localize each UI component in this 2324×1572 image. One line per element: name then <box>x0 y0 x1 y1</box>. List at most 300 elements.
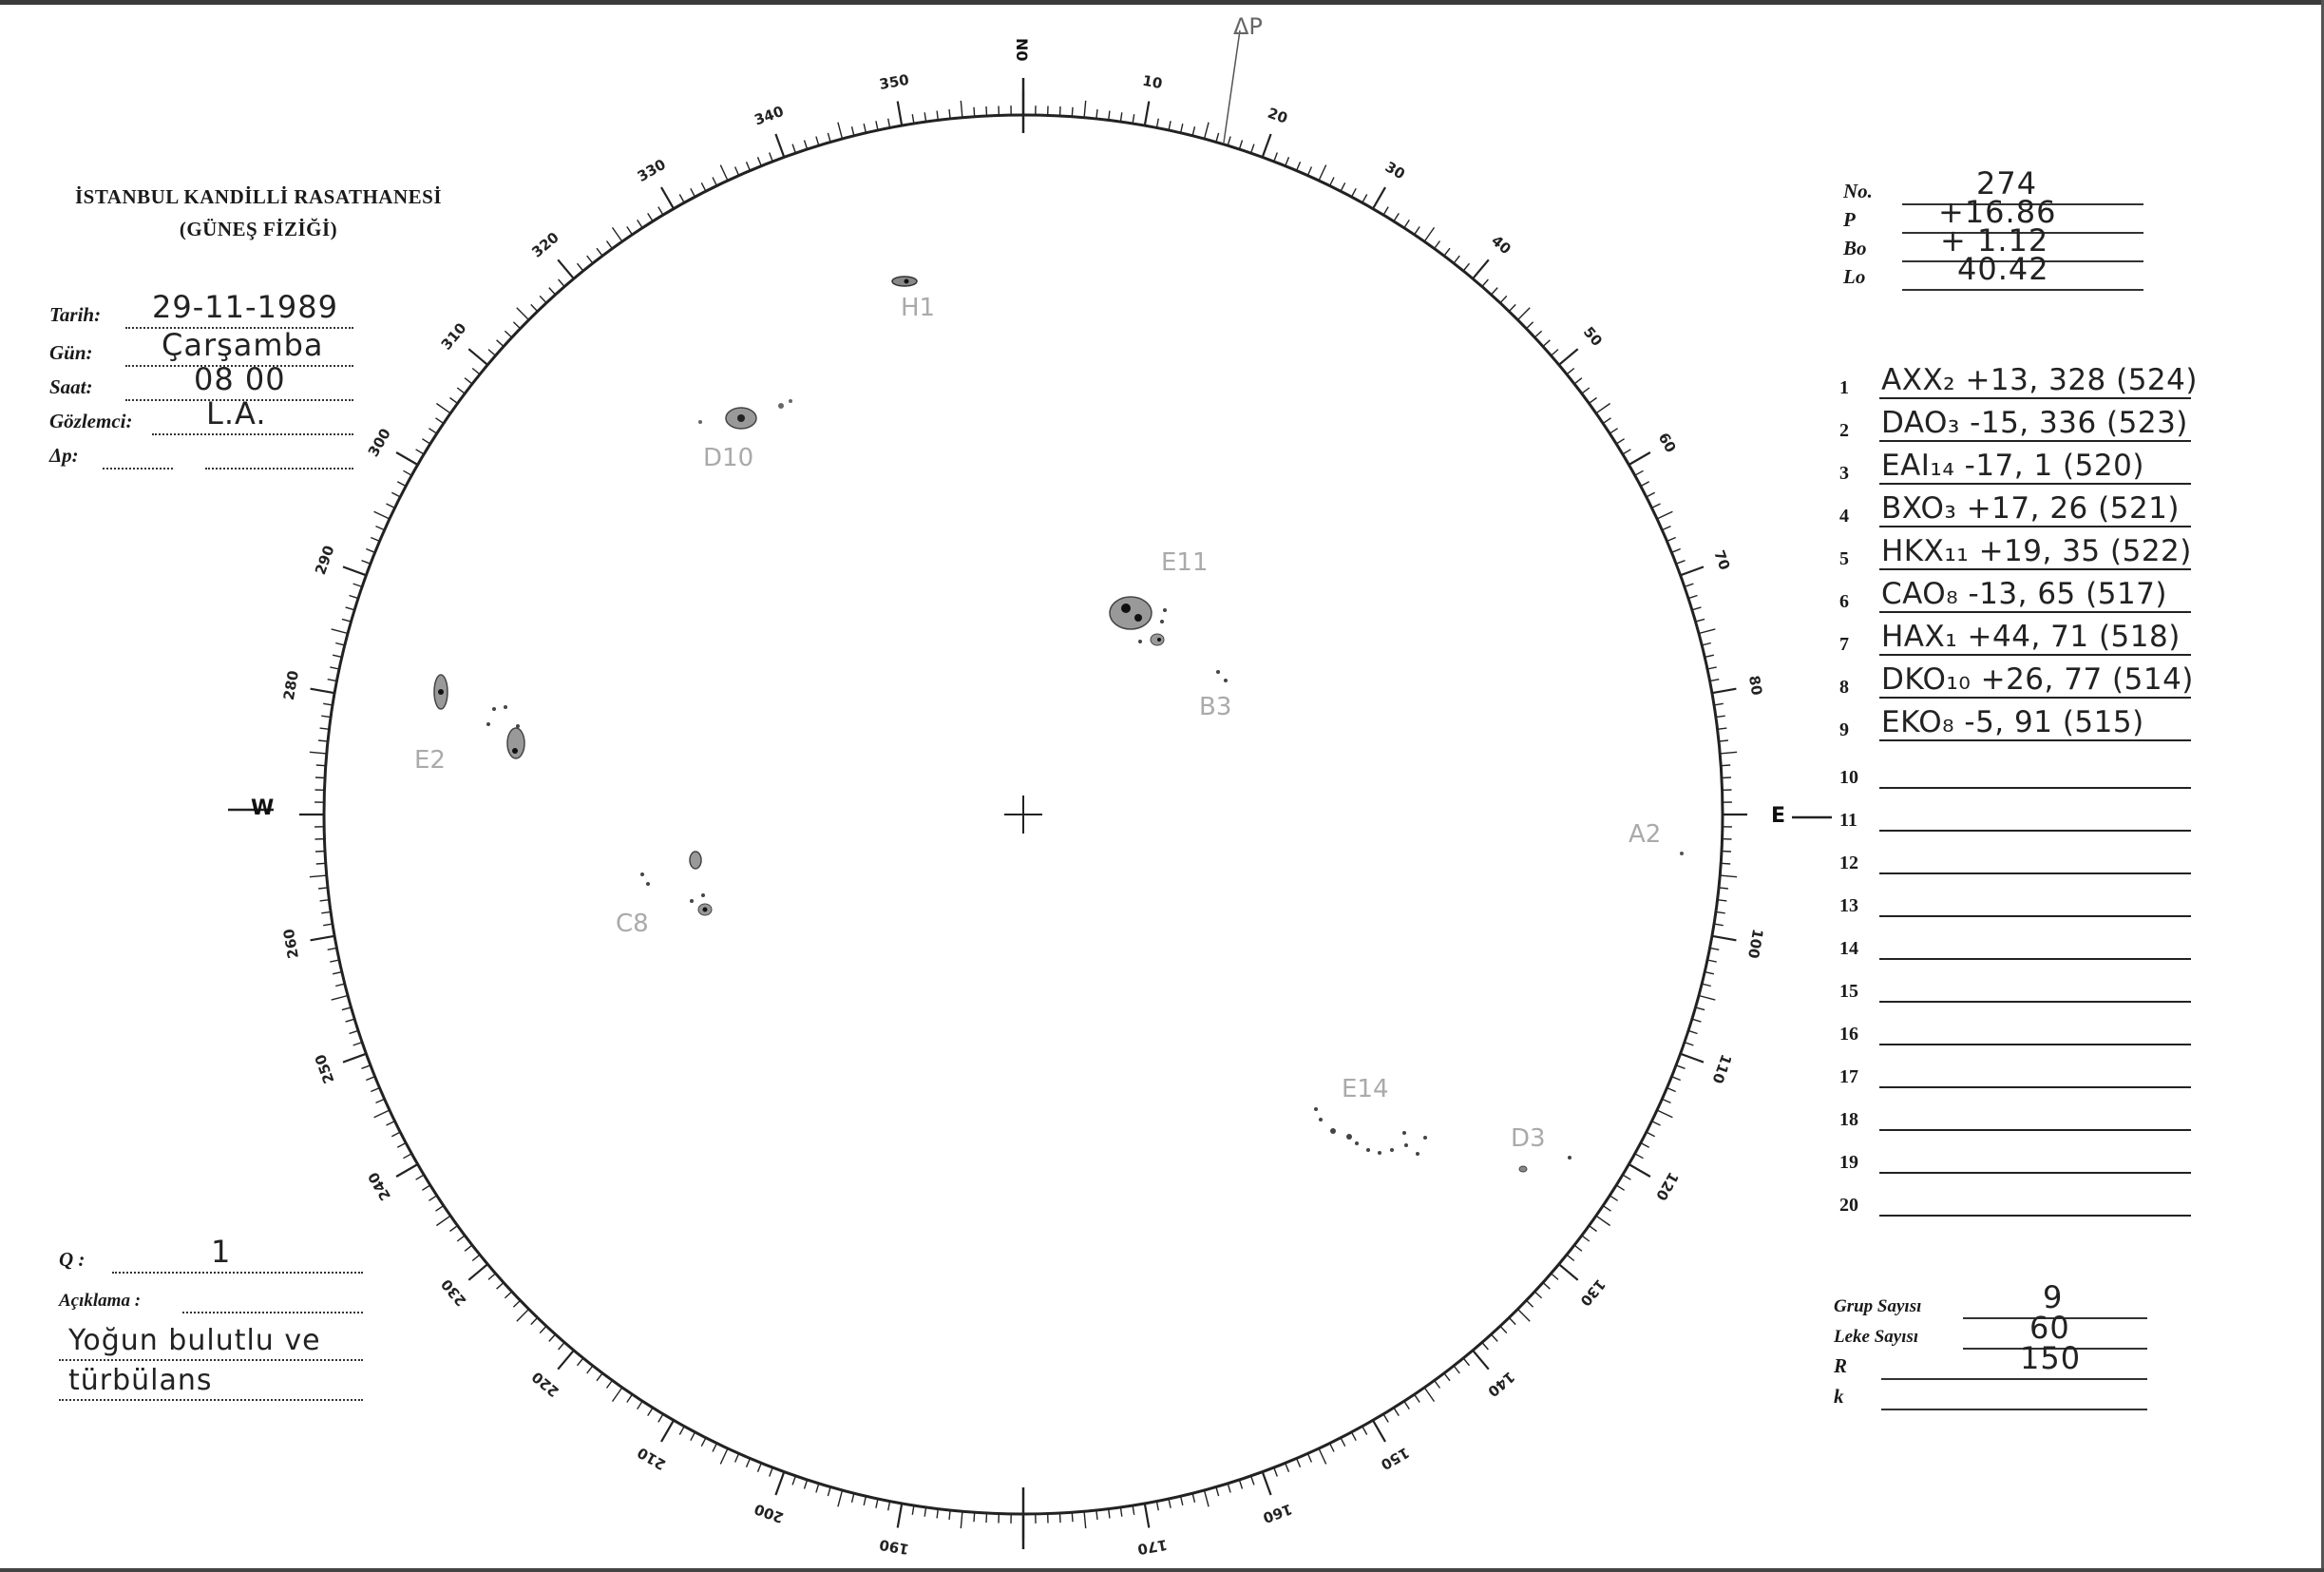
scale-tick <box>1394 213 1399 220</box>
scale-tick <box>1629 452 1650 465</box>
north-label: N0 <box>1013 38 1031 62</box>
scale-tick <box>1681 1054 1704 1063</box>
scale-tick <box>465 1245 472 1251</box>
p-value: +16.86 <box>1938 194 2057 230</box>
scale-tick <box>1454 256 1459 263</box>
scale-tick <box>1596 1216 1610 1225</box>
scale-tick <box>396 452 418 465</box>
scale-tick <box>1274 153 1278 162</box>
group-number: 3 <box>1839 463 1849 484</box>
scale-tick <box>343 1054 366 1063</box>
scale-tick <box>701 1438 706 1447</box>
scale-tick <box>805 1480 808 1489</box>
group-number: 1 <box>1839 377 1849 398</box>
scale-tick <box>436 418 444 424</box>
group-number: 6 <box>1839 591 1849 612</box>
scale-tick <box>1623 1175 1631 1179</box>
group-number: 19 <box>1839 1152 1858 1173</box>
scale-tick <box>376 1099 385 1102</box>
scale-label: 30 <box>1381 158 1408 183</box>
scale-tick <box>1676 561 1685 565</box>
scale-tick <box>1616 439 1624 444</box>
scale-label: 300 <box>364 425 394 460</box>
group-value: BXO₃ +17, 26 (521) <box>1881 491 2180 526</box>
scale-tick <box>1145 102 1150 126</box>
scale-label: 220 <box>528 1368 562 1401</box>
group-number: 11 <box>1839 810 1857 831</box>
scale-tick <box>1205 1490 1210 1506</box>
scale-tick <box>1307 1453 1311 1462</box>
dp-label: Δp: <box>49 444 79 467</box>
scale-tick <box>1574 1245 1582 1251</box>
scale-tick <box>436 1206 444 1212</box>
scale-tick <box>986 106 987 116</box>
scale-tick <box>986 1513 987 1523</box>
scale-tick <box>468 1264 487 1280</box>
scale-tick <box>792 1476 795 1486</box>
scale-tick <box>1383 1414 1388 1423</box>
scale-tick <box>318 888 328 889</box>
scale-tick <box>505 331 511 337</box>
scale-tick <box>898 1504 903 1528</box>
scale-tick <box>311 689 335 694</box>
scale-label: 80 <box>1744 674 1766 697</box>
scale-tick <box>1463 263 1469 271</box>
scale-tick <box>1662 527 1670 530</box>
scale-tick <box>1263 134 1271 157</box>
label-a2: A2 <box>1629 820 1662 849</box>
scale-tick <box>1657 1110 1672 1118</box>
scale-tick <box>701 182 706 191</box>
scale-tick <box>838 123 843 139</box>
scale-tick <box>1404 220 1409 227</box>
scale-tick <box>391 492 400 497</box>
scale-tick <box>578 263 583 271</box>
group-value: AXX₂ +13, 328 (524) <box>1881 363 2198 397</box>
scale-tick <box>1720 875 1737 877</box>
scale-tick <box>549 288 556 295</box>
scale-tick <box>1603 1206 1610 1212</box>
k-label: k <box>1834 1385 1844 1408</box>
group-number: 13 <box>1839 895 1858 916</box>
scale-label: 310 <box>437 319 470 354</box>
grup-sayisi-label: Grup Sayısı <box>1834 1296 1922 1316</box>
tarih-label: Tarih: <box>49 303 102 326</box>
lo-value: 40.42 <box>1957 251 2049 287</box>
scale-label: 250 <box>311 1051 338 1086</box>
aciklama-label: Açıklama : <box>59 1291 142 1311</box>
group-value: EKO₈ -5, 91 (515) <box>1881 705 2144 739</box>
group-number: 10 <box>1839 767 1858 788</box>
scale-tick <box>1688 1030 1698 1033</box>
scale-tick <box>1307 167 1311 176</box>
scale-label: 50 <box>1579 323 1606 350</box>
scale-tick <box>747 1459 751 1467</box>
scale-tick <box>468 349 487 365</box>
scale-label: 240 <box>364 1169 394 1204</box>
scale-tick <box>549 1334 556 1341</box>
scale-tick <box>328 680 337 681</box>
grup-sayisi-value: 9 <box>2043 1279 2064 1315</box>
scale-tick <box>1710 680 1720 681</box>
scale-tick <box>362 1065 371 1069</box>
scale-tick <box>1603 418 1610 424</box>
scale-tick <box>310 752 327 754</box>
scale-label: 170 <box>1135 1536 1169 1559</box>
scale-tick <box>1145 1504 1150 1528</box>
scale-tick <box>1251 1476 1254 1486</box>
scale-tick <box>627 1394 633 1402</box>
scale-tick <box>1720 752 1737 754</box>
label-e2: E2 <box>414 746 446 775</box>
scale-tick <box>1084 1511 1086 1528</box>
scale-tick <box>1534 331 1541 337</box>
group-value: DKO₁₀ +26, 77 (514) <box>1881 662 2194 697</box>
scale-tick <box>1712 936 1737 941</box>
scale-tick <box>559 279 565 287</box>
scale-label: 350 <box>878 70 911 93</box>
scale-tick <box>775 1472 784 1495</box>
scale-tick <box>1263 1472 1271 1495</box>
scale-label: 210 <box>634 1444 669 1474</box>
scale-tick <box>488 1274 496 1280</box>
scale-tick <box>1341 182 1345 191</box>
scale-tick <box>961 1511 962 1528</box>
scale-tick <box>1719 888 1728 889</box>
scale-label: 10 <box>1141 71 1164 93</box>
scale-tick <box>1552 350 1559 356</box>
scale-tick <box>1699 996 1715 1001</box>
scale-tick <box>638 220 642 227</box>
scale-tick <box>720 1448 728 1464</box>
scale-label: 110 <box>1708 1051 1736 1086</box>
scale-label: 290 <box>311 543 338 578</box>
scale-label: 340 <box>752 102 787 129</box>
scale-tick <box>775 134 784 157</box>
scale-label: 160 <box>1260 1500 1295 1527</box>
scale-tick <box>1722 852 1731 853</box>
scale-label: 190 <box>878 1536 911 1559</box>
scale-tick <box>961 101 962 118</box>
scale-tick <box>1688 596 1698 599</box>
scale-label: 40 <box>1488 232 1514 259</box>
sunspot-group-b3 <box>1216 670 1228 682</box>
group-number: 9 <box>1839 719 1849 740</box>
scale-tick <box>1610 1196 1617 1200</box>
scale-tick <box>353 1043 363 1045</box>
scale-tick <box>1696 619 1705 622</box>
gun-label: Gün: <box>49 341 93 364</box>
scale-tick <box>1216 1487 1219 1497</box>
no-value: 274 <box>1976 165 2038 201</box>
scale-tick <box>1482 1343 1489 1351</box>
scale-tick <box>627 227 633 235</box>
scale-label: 200 <box>752 1500 787 1527</box>
scale-tick <box>1341 1438 1345 1447</box>
scale-tick <box>318 740 328 741</box>
scale-tick <box>1274 1467 1278 1476</box>
sunspot-group-d10 <box>698 399 792 429</box>
group-number: 16 <box>1839 1024 1858 1045</box>
scale-tick <box>374 1110 390 1118</box>
scale-tick <box>1685 1043 1694 1045</box>
scale-tick <box>1685 584 1694 586</box>
scale-tick <box>1096 109 1097 119</box>
scale-tick <box>735 167 739 176</box>
scale-tick <box>1719 740 1728 741</box>
scale-tick <box>1319 1448 1326 1464</box>
scale-tick <box>429 1196 436 1200</box>
no-label: No. <box>1843 180 1873 202</box>
group-number: 14 <box>1839 938 1858 959</box>
scale-tick <box>371 1088 379 1092</box>
scale-tick <box>416 450 425 454</box>
scale-tick <box>1424 227 1434 241</box>
scale-tick <box>828 133 830 143</box>
p-label: P <box>1843 208 1856 231</box>
scale-tick <box>658 207 663 216</box>
r-label: R <box>1834 1354 1848 1377</box>
scale-tick <box>315 852 325 853</box>
sunspot-group-h1 <box>892 277 917 286</box>
scale-tick <box>371 538 379 542</box>
scale-tick <box>1559 1264 1578 1280</box>
scale-tick <box>558 259 574 278</box>
group-number: 17 <box>1839 1066 1858 1087</box>
scale-tick <box>1623 450 1631 454</box>
scale-label: 140 <box>1484 1368 1518 1401</box>
scale-label: 100 <box>1744 927 1767 960</box>
label-c8: C8 <box>616 910 649 938</box>
scale-tick <box>374 511 390 519</box>
scale-tick <box>1383 207 1388 216</box>
scale-label: 60 <box>1654 430 1680 456</box>
scale-tick <box>353 584 363 586</box>
scale-tick <box>1251 144 1254 154</box>
east-label: E <box>1771 804 1786 828</box>
scale-tick <box>1297 1459 1301 1467</box>
scale-tick <box>488 350 496 356</box>
scale-tick <box>1060 106 1061 116</box>
label-d3: D3 <box>1511 1124 1546 1153</box>
label-h1: H1 <box>901 294 936 322</box>
scale-tick <box>1492 288 1498 295</box>
label-e14: E14 <box>1342 1075 1389 1103</box>
scale-tick <box>1629 1164 1650 1177</box>
scale-tick <box>332 629 348 634</box>
bo-value: + 1.12 <box>1940 222 2049 259</box>
scale-tick <box>1216 133 1219 143</box>
scale-tick <box>422 439 429 444</box>
scale-tick <box>1454 1366 1459 1373</box>
scale-tick <box>310 875 327 877</box>
scale-tick <box>792 144 795 154</box>
scale-tick <box>747 162 751 170</box>
scale-tick <box>315 777 325 778</box>
group-number: 18 <box>1839 1109 1858 1130</box>
sunspot-group-d3 <box>1519 1156 1572 1172</box>
scale-tick <box>1610 429 1617 433</box>
group-number: 2 <box>1839 420 1849 441</box>
scale-tick <box>376 527 385 530</box>
scale-tick <box>898 102 903 126</box>
scale-tick <box>1373 1420 1385 1442</box>
group-value: DAO₃ -15, 336 (523) <box>1881 406 2188 440</box>
scale-tick <box>648 1408 653 1415</box>
scale-tick <box>770 1467 773 1476</box>
dp-marker-line <box>1224 30 1240 143</box>
scale-tick <box>350 596 359 599</box>
scale-tick <box>416 1175 425 1179</box>
scale-tick <box>1297 162 1301 170</box>
scale-tick <box>1394 1408 1399 1415</box>
scale-tick <box>429 429 436 433</box>
q-value: 1 <box>211 1234 232 1270</box>
scale-tick <box>1596 404 1610 413</box>
scale-tick <box>613 1388 622 1402</box>
group-number: 12 <box>1839 853 1858 873</box>
scale-tick <box>1647 1132 1655 1137</box>
scale-tick <box>1424 1388 1434 1402</box>
scale-tick <box>1699 629 1715 634</box>
group-labels <box>414 294 1661 1153</box>
scale-tick <box>1517 308 1530 320</box>
leke-sayisi-label: Leke Sayısı <box>1834 1327 1919 1347</box>
scale-tick <box>559 1343 565 1351</box>
scale-tick <box>1482 279 1489 287</box>
scale-tick <box>362 561 371 565</box>
scale-tick <box>838 1490 843 1506</box>
scale-tick <box>1239 141 1242 150</box>
scale-tick <box>472 369 480 374</box>
scale-tick <box>1722 777 1731 778</box>
scale-tick <box>391 1132 400 1137</box>
scale-tick <box>613 227 622 241</box>
scale-tick <box>465 378 472 384</box>
scale-tick <box>328 948 337 949</box>
scale-tick <box>1415 227 1420 235</box>
label-e11: E11 <box>1161 548 1209 577</box>
scale-tick <box>1319 165 1326 181</box>
scale-tick <box>1473 1351 1489 1370</box>
scale-tick <box>540 1326 546 1332</box>
dp-marker-label: ΔP <box>1233 13 1263 40</box>
scale-tick <box>497 1283 504 1290</box>
group-value: HKX₁₁ +19, 35 (522) <box>1881 534 2192 568</box>
bo-label: Bo <box>1843 237 1867 259</box>
scale-tick <box>1473 259 1489 278</box>
scale-tick <box>472 1255 480 1260</box>
scale-label: 320 <box>528 228 562 261</box>
scale-tick <box>661 1420 674 1442</box>
scale-label: 130 <box>1576 1275 1610 1310</box>
aciklama-text-2: türbülans <box>68 1364 213 1397</box>
scale-label: 70 <box>1710 547 1734 573</box>
r-value: 150 <box>2020 1340 2082 1376</box>
scale-tick <box>343 566 366 575</box>
group-value: EAI₁₄ -17, 1 (520) <box>1881 449 2144 483</box>
scale-tick <box>1662 1099 1670 1102</box>
gun-value: Çarşamba <box>162 327 324 363</box>
group-number: 7 <box>1839 634 1849 655</box>
scale-tick <box>735 1453 739 1462</box>
sunspot-group-c8 <box>640 852 712 915</box>
sunspot-group-a2 <box>1680 852 1684 855</box>
scale-tick <box>558 1351 574 1370</box>
group-number: 8 <box>1839 677 1849 698</box>
gozlemci-label: Gözlemci: <box>49 410 133 432</box>
scale-tick <box>1559 349 1578 365</box>
scale-tick <box>311 936 335 941</box>
tarih-value: 29-11-1989 <box>152 289 338 325</box>
scale-tick <box>1463 1358 1469 1366</box>
gozlemci-value: L.A. <box>206 395 267 431</box>
group-value: HAX₁ +44, 71 (518) <box>1881 620 2181 654</box>
sunspot-group-e11 <box>1110 597 1167 645</box>
scale-tick <box>1500 1326 1507 1332</box>
scale-tick <box>1667 1088 1676 1092</box>
scale-label: 260 <box>279 927 302 960</box>
scale-tick <box>1647 492 1655 497</box>
scale-tick <box>1205 123 1210 139</box>
scale-tick <box>1543 1283 1550 1290</box>
scale-tick <box>1710 948 1720 949</box>
label-b3: B3 <box>1199 693 1232 721</box>
scale-tick <box>436 1216 450 1225</box>
scale-tick <box>1156 119 1158 128</box>
scale-tick <box>1500 296 1507 302</box>
scale-tick <box>436 404 450 413</box>
scale-tick <box>1696 1007 1705 1010</box>
scale-label: 20 <box>1265 104 1290 127</box>
scale-tick <box>1574 378 1582 384</box>
scale-tick <box>517 1309 529 1321</box>
scale-tick <box>1096 1510 1097 1520</box>
scale-tick <box>949 1510 950 1520</box>
scale-label: 150 <box>1378 1444 1413 1474</box>
scale-tick <box>1517 1309 1530 1321</box>
scale-tick <box>396 1164 418 1177</box>
scale-label: 230 <box>437 1275 470 1310</box>
scale-tick <box>1239 1480 1242 1489</box>
group-number: 5 <box>1839 548 1849 569</box>
scale-tick <box>1373 187 1385 209</box>
west-label: W <box>251 796 275 820</box>
institution-name: İSTANBUL KANDİLLİ RASATHANESİ <box>75 185 442 208</box>
scale-tick <box>587 256 593 263</box>
scale-tick <box>342 619 352 622</box>
scale-tick <box>1534 1292 1541 1298</box>
scale-tick <box>949 109 950 119</box>
scale-tick <box>888 119 890 128</box>
lo-label: Lo <box>1843 265 1866 288</box>
scale-tick <box>1156 1502 1158 1511</box>
sunspot-group-e14 <box>1314 1107 1427 1156</box>
institution-department: (GÜNEŞ FİZİĞİ) <box>179 218 338 240</box>
scale-tick <box>540 296 546 302</box>
scale-tick <box>1567 369 1574 374</box>
saat-label: Saat: <box>49 375 93 398</box>
scale-tick <box>1712 689 1737 694</box>
scale-tick <box>1060 1513 1061 1523</box>
scale-tick <box>638 1401 642 1409</box>
scale-tick <box>1415 1394 1420 1402</box>
scale-tick <box>648 213 653 220</box>
group-number: 20 <box>1839 1195 1858 1216</box>
label-d10: D10 <box>703 444 754 472</box>
scale-tick <box>350 1030 359 1033</box>
scale-tick <box>1567 1255 1574 1260</box>
